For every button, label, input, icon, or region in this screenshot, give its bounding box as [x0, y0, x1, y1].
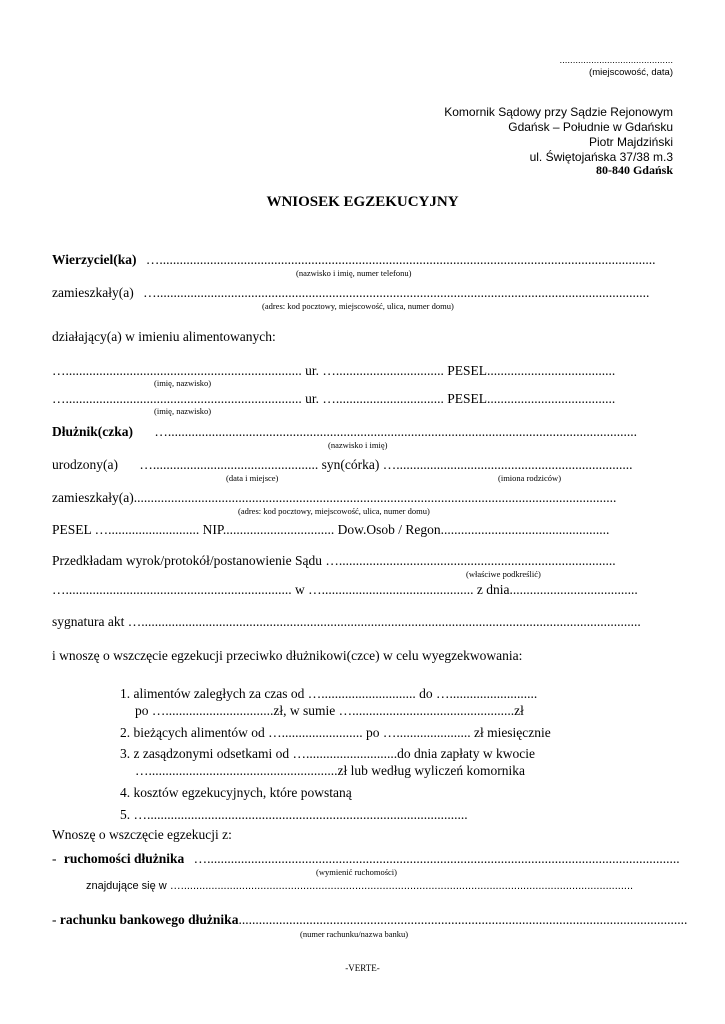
debtor-born-field[interactable]: …................................................. syn(córka) …...................................................................... — [139, 457, 633, 472]
request-item-2[interactable]: 2. bieżących alimentów od …........................ po …...................... zł miesięcznie — [120, 725, 551, 740]
bank-row — [52, 912, 687, 928]
bailiff-line-2: Gdańsk – Południe w Gdańsku — [508, 120, 673, 134]
request-intro: i wnoszę o wszczęcie egzekucji przeciwko dłużnikowi(czce) w celu wyegzekwowania: — [52, 648, 523, 663]
debtor-ids-field[interactable]: PESEL …........................... NIP................................. Dow.Osob / Regon.................................................. — [52, 522, 610, 537]
creditor-address-row — [52, 285, 649, 301]
bank-field[interactable]: ..................................................................................................................................... — [238, 912, 688, 927]
bailiff-line-3: Piotr Majdziński — [588, 135, 673, 149]
beneficiary-row-2[interactable]: …...................................................................... ur. …................................ PESEL...................................... — [52, 391, 616, 406]
request-item-3-cont[interactable]: …........................................................zł lub według wyliczeń komornika — [135, 763, 525, 778]
creditor-field[interactable]: …................................................................................................................................................... — [145, 252, 656, 267]
bailiff-line-1: Komornik Sądowy przy Sądzie Rejonowym — [444, 105, 673, 119]
judgment-field[interactable]: Przedkładam wyrok/protokół/postanowienie Sądu ….................................................................................. — [52, 553, 616, 568]
request-item-1[interactable]: 1. alimentów zaległych za czas od …............................ do ….......................... — [120, 686, 538, 701]
beneficiary-hint-1: (imię, nazwisko) — [154, 378, 212, 388]
request-item-1-cont[interactable]: po …................................zł, w sumie …................................................zł — [135, 703, 524, 718]
creditor-label: Wierzyciel(ka) — [52, 252, 137, 267]
request-item-5[interactable]: 5. …............................................................................................... — [120, 807, 468, 822]
creditor-address-hint: (adres: kod pocztowy, miejscowość, ulica, numer domu) — [262, 301, 454, 311]
creditor-hint: (nazwisko i imię, numer telefonu) — [296, 268, 412, 278]
request-item-4: 4. kosztów egzekucyjnych, które powstaną — [120, 785, 352, 800]
debtor-address-field[interactable]: zamieszkały(a)............................................................................................................................................... — [52, 490, 617, 505]
page-footer: -VERTE- — [345, 963, 380, 973]
judgment-hint: (właściwe podkreślić) — [466, 569, 541, 579]
acting-label: działający(a) w imieniu alimentowanych: — [52, 329, 276, 344]
judgment-court-date-field[interactable]: …................................................................... w …............................................. z dnia...................................... — [52, 582, 638, 597]
creditor-row — [52, 252, 655, 268]
movables-label: ruchomości dłużnika — [63, 851, 185, 866]
case-signature-field[interactable]: sygnatura akt ….................................................................................................................................................... — [52, 614, 641, 629]
movables-hint: (wymienić ruchomości) — [316, 867, 397, 877]
beneficiary-row-1[interactable]: …...................................................................... ur. …................................ PESEL...................................... — [52, 363, 616, 378]
debtor-row — [52, 424, 637, 440]
beneficiary-hint-2: (imię, nazwisko) — [154, 406, 212, 416]
debtor-address-hint: (adres: kod pocztowy, miejscowość, ulica, numer domu) — [238, 506, 430, 516]
request-item-3[interactable]: 3. z zasądzonymi odsetkami od …...........................do dnia zapłaty w kwocie — [120, 746, 536, 761]
bailiff-line-5: 80-840 Gdańsk — [595, 163, 673, 177]
debtor-hint: (nazwisko i imię) — [328, 440, 388, 450]
debtor-field[interactable]: …........................................................................................................................................... — [154, 424, 637, 439]
page-title: WNIOSEK EGZEKUCYJNY — [266, 194, 459, 210]
movables-field[interactable]: …............................................................................................................................................ — [193, 851, 680, 866]
movables-bullet: - — [52, 851, 60, 866]
creditor-address-label: zamieszkały(a) — [52, 285, 134, 300]
debtor-born-label: urodzony(a) — [52, 457, 118, 472]
enforcement-intro: Wnoszę o wszczęcie egzekucji z: — [52, 827, 232, 842]
debtor-parents-hint: (imiona rodziców) — [498, 473, 562, 483]
creditor-address-field[interactable]: ….................................................................................................................................................. — [143, 285, 650, 300]
located-field[interactable]: znajdujące się w ….................................................................................................................................................... — [86, 880, 634, 892]
place-date-hint: (miejscowość, data) — [589, 67, 673, 78]
movables-row — [52, 851, 680, 867]
debtor-born-hint: (data i miejsce) — [226, 473, 279, 483]
bank-label: rachunku bankowego dłużnika — [59, 912, 239, 927]
bank-bullet: - — [52, 912, 60, 927]
debtor-born-row — [52, 457, 632, 473]
bank-hint: (numer rachunku/nazwa banku) — [300, 929, 409, 939]
bailiff-line-4: ul. Świętojańska 37/38 m.3 — [529, 150, 673, 164]
debtor-label: Dłużnik(czka) — [52, 424, 133, 439]
place-date-line[interactable]: ........................................... — [559, 55, 673, 66]
